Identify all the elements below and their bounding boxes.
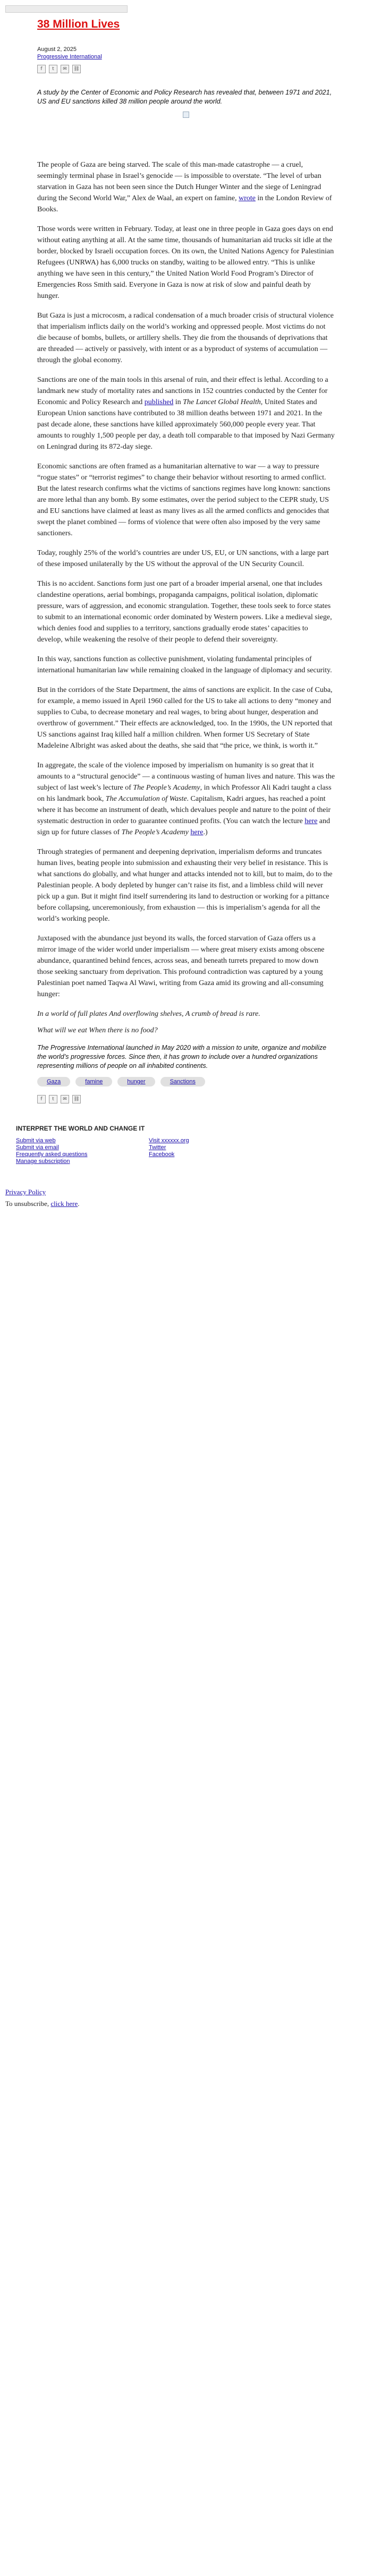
footer <box>0 1125 372 1165</box>
submit-email-link[interactable]: Submit via email <box>16 1144 59 1151</box>
footer-right-column <box>149 1137 282 1165</box>
paragraph-4: Sanctions are one of the main tools in this arsenal of ruin, and their effect is lethal. According to a landmark new study of mortality rates and sanctions in 152 countries conducted by the Center for Economic and Policy Research and published in The Lancet Global Health, United States and European Union sanctions have contributed to 38 million deaths between 1971 and 2021. In the past decade alone, these sanctions have killed approximately 560,000 people every year. That amounts to roughly 1,500 people per day, a death toll comparable to that imposed by Nazi Germany on Leningrad during its 872-day siege. <box>37 376 335 451</box>
preheader-bar <box>5 5 128 13</box>
faq-link[interactable]: Frequently asked questions <box>16 1151 88 1158</box>
article-meta <box>37 46 335 61</box>
manage-subscription-link[interactable]: Manage subscription <box>16 1158 70 1165</box>
paragraph-9: But in the corridors of the State Department, the aims of sanctions are explicit. In the case of Cuba, for example, a memo issued in April 1960 called for the US to take all actions to deny “money and supplies to Cuba, to decrease monetary and real wages, to bring about hunger, desperation and overthrow of government.” Their effects are acknowledged, too. In the 1990s, the UN reported that US sanctions against Iraq killed half a million children. When former US Secretary of State Madeleine Albright was asked about the deaths, she said that “the price, we think, is worth it.” <box>37 686 333 750</box>
paragraph-2: Those words were written in February. Today, at least one in three people in Gaza goes days on end without eating anything at all. At the same time, thousands of humanitarian aid trucks sit idle at the border, blocked by Israeli occupation forces. On its own, the United Nations Agency for Palestinian Refugees (UNRWA) has 6,000 trucks on standby, waiting to be allowed entry. “This is unlike anything we have seen in this century,” the United Nation World Food Program’s Director of Emergencies Ross Smith said. Everyone in Gaza is now at risk of slow and painful death by hunger. <box>37 225 334 300</box>
footer-links <box>16 1137 356 1165</box>
footer-title: INTERPRET THE WORLD AND CHANGE IT <box>16 1125 145 1132</box>
paragraph-7: This is no accident. Sanctions form just one part of a broader imperial arsenal, one that includes clandestine operations, aerial bombings, propaganda campaigns, political isolation, diplomatic pressure, wars of aggression, and economic strangulation. Together, these tools seek to force states to submit to an international economic order dominated by Western powers. Like a medieval siege, which denies food and supplies to a territory, sanctions gradually erode states’ capacities to develop, while weakening the resolve of their people to defend their sovereignty. <box>37 580 332 644</box>
paragraph-5: Economic sanctions are often framed as a humanitarian alternative to war — a way to pressure “rogue states” or “terrorist regimes” to change their behavior without resorting to armed conflict. But the latest research confirms what the victims of sanctions regimes have long known: sanctions are more lethal than any bomb. By some estimates, over the period subject to the CEPR study, US and EU sanctions have claimed at least as many lives as all the armed conflicts and genocides that swept the planet combined — forms of violence that were often also imposed by the very same sanctioners. <box>37 463 331 537</box>
paragraph-8: In this way, sanctions function as collective punishment, violating fundamental principles of international humanitarian law while remaining cloaked in the language of diplomacy and security. <box>37 655 332 674</box>
footer-left-column <box>16 1137 149 1165</box>
paragraph-11: Through strategies of permanent and deepening deprivation, imperialism deforms and truncates human lives, beating people into submission and exhausting their very belief in resistance. This is what sanctions do globally, and what hunger and attacks intended not to kill, but to maim, do to the Palestinian people. A body depleted by hunger can’t raise its fist, and a limbless child will never pick up a gun. But it might find itself surrendering its land to destruction or working for a pittance before collapsing, unceremoniously, from exhaustion — this is imperialism’s agenda for all the world’s working people. <box>37 848 333 923</box>
article-date: August 2, 2025 <box>37 46 77 53</box>
tag-list <box>37 1077 213 1086</box>
poem-quote-1: In a world of full plates And overflowing shelves, A crumb of bread is rare. <box>37 1010 260 1018</box>
about-blurb: The Progressive International launched in May 2020 with a mission to unite, organize and mobilize the world’s progressive forces. Since then, it has grown to include over a hundred organizations representing millions of people on all inhabited continents. <box>37 1044 327 1069</box>
paragraph-6: Today, roughly 25% of the world’s countries are under US, EU, or UN sanctions, with a large part of these imposed unilaterally by the US without the approval of the UN Security Council. <box>37 549 329 568</box>
poem-quote-2: What will we eat When there is no food? <box>37 1026 158 1034</box>
visit-site-link[interactable]: Visit xxxxxx.org <box>149 1137 189 1144</box>
twitter-link[interactable]: Twitter <box>149 1144 166 1151</box>
share-row-bottom <box>37 1095 335 1103</box>
paragraph-12: Juxtaposed with the abundance just beyond its walls, the forced starvation of Gaza offers us a mirror image of the wider world under imperialism — where great misery exists among obscene abundance, quarantined behind fences, across seas, and beneath turrets prepared to mow down those seeking sanctuary from deprivation. This profound contradiction was captured by a young Palestinian poet named Taqwa Al Wawi, writing from Gaza amid its growing and all-consuming hunger: <box>37 935 325 998</box>
share-row-top <box>37 65 335 73</box>
newsletter-container <box>37 18 335 1103</box>
lrb-link[interactable]: wrote <box>239 194 256 202</box>
article-body <box>37 159 335 1036</box>
unsubscribe-link[interactable]: click here <box>50 1200 78 1208</box>
unsubscribe-line: To unsubscribe, click here. <box>5 1200 80 1208</box>
privacy-policy-link[interactable]: Privacy Policy <box>5 1188 46 1196</box>
facebook-icon[interactable]: f <box>37 1095 46 1103</box>
email-icon[interactable]: ✉ <box>61 1095 69 1103</box>
article-source-link[interactable]: Progressive International <box>37 54 102 60</box>
email-icon[interactable]: ✉ <box>61 65 69 73</box>
link-icon[interactable]: ⛓ <box>72 65 81 73</box>
twitter-icon[interactable]: t <box>49 65 57 73</box>
lecture-link[interactable]: here <box>305 817 318 825</box>
paragraph-3: But Gaza is just a microcosm, a radical condensation of a much broader crisis of structural violence that imperialism inflicts daily on the world’s working and oppressed people. Most victims do not die because of bombs, bullets, or artillery shells. They die from the thousands of deprivations that are threaded — actively or passively, with intent or as a byproduct of systems of accumulation — through the global economy. <box>37 312 334 364</box>
tag-hunger[interactable]: hunger <box>117 1077 155 1086</box>
submit-web-link[interactable]: Submit via web <box>16 1137 56 1144</box>
facebook-icon[interactable]: f <box>37 65 46 73</box>
legal-section <box>0 1186 372 1210</box>
link-icon[interactable]: ⛓ <box>72 1095 81 1103</box>
lancet-link[interactable]: published <box>144 398 174 406</box>
twitter-icon[interactable]: t <box>49 1095 57 1103</box>
tag-sanctions[interactable]: Sanctions <box>160 1077 205 1086</box>
paragraph-1: The people of Gaza are being starved. The scale of this man-made catastrophe — a cruel, seemingly terminal phase in Israel’s genocide — is impossible to overstate. “The level of urban starvation in Gaza has not been seen since the Dutch Hunger Winter and the siege of Leningrad during the Second World War,” Alex de Waal, an expert on famine, wrote in the London Review of Books. <box>37 161 332 213</box>
paragraph-10: In aggregate, the scale of the violence imposed by imperialism on humanity is so great that it amounts to a “structural genocide” — a continuous wasting of human lives and nature. This was the subject of last week’s lecture of The People’s Academy, in which Professor Ali Kadri taught a class on his landmark book, The Accumulation of Waste. Capitalism, Kadri argues, has reached a point where it has become an instrument of death, which devalues people and nature to the point of their systematic destruction in order to guarantee continued profits. (You can watch the lecture here and sign up for future classes of The People’s Academy here.) <box>37 761 335 836</box>
tag-famine[interactable]: famine <box>75 1077 112 1086</box>
article-lead: A study by the Center of Economic and Policy Research has revealed that, between 1971 and 2021, US and EU sanctions killed 38 million people around the world. <box>37 89 332 105</box>
tag-gaza[interactable]: Gaza <box>37 1077 70 1086</box>
signup-link[interactable]: here <box>190 828 204 836</box>
facebook-link[interactable]: Facebook <box>149 1151 175 1158</box>
article-title-link[interactable]: 38 Million Lives <box>37 18 120 30</box>
hero-image <box>183 112 189 118</box>
